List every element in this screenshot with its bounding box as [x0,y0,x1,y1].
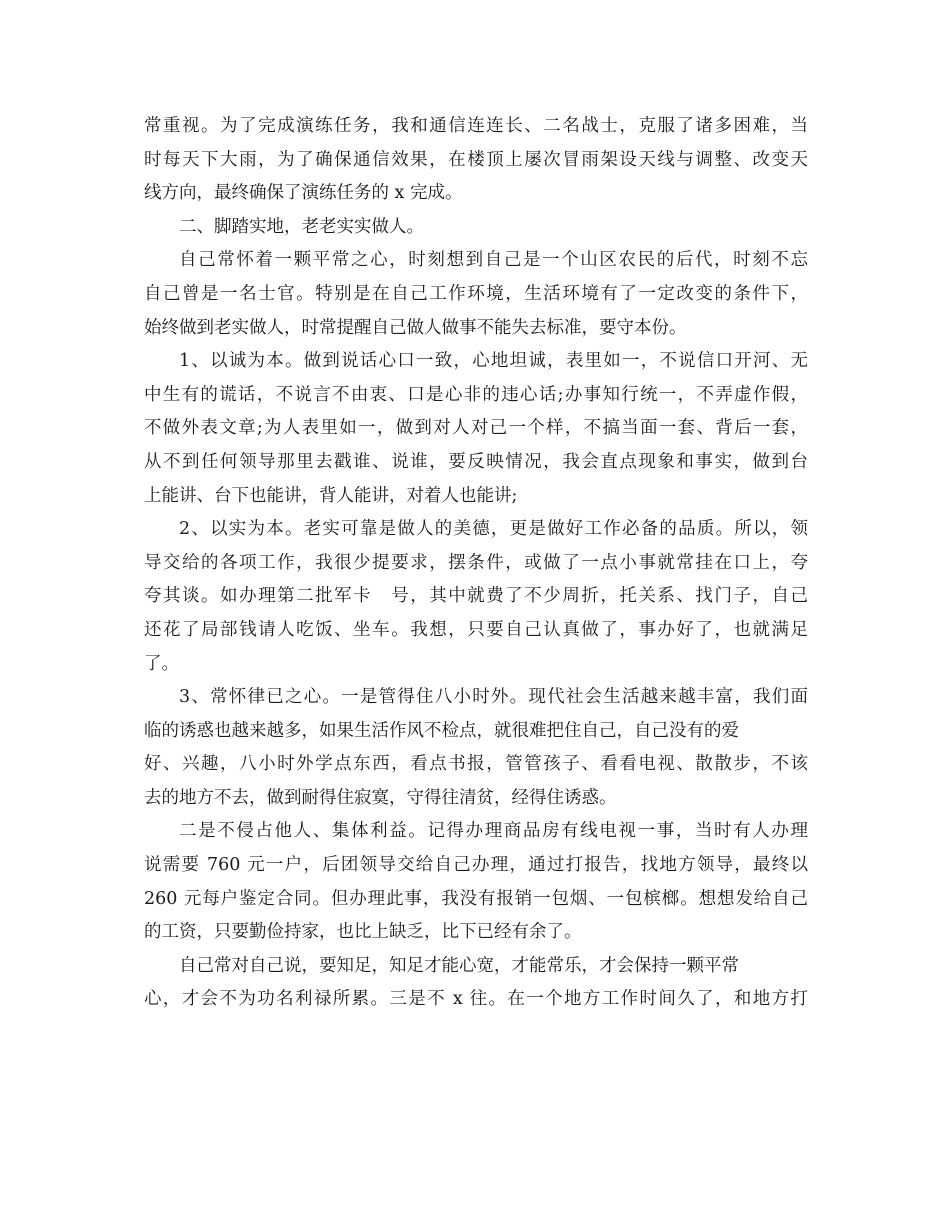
text-line: 心，才会不为功名利禄所累。三是不 x 往。在一个地方工作时间久了，和地方打 [144,989,808,1010]
text-line: 2、以实为本。老实可靠是做人的美德，更是做好工作必备的品质。所以，领 [179,519,808,540]
text-line: 260 元每户鉴定合同。但办理此事，我没有报销一包烟、一包槟榔。想想发给自己 [144,888,808,909]
text-line: 始终做到老实做人，时常提醒自己做人做事不能失去标准，要守本份。 [144,317,687,338]
text-line: 常重视。为了完成演练任务，我和通信连连长、二名战士，克服了诸多困难，当 [144,116,808,136]
text-line: 时每天下大雨，为了确保通信效果，在楼顶上屡次冒雨架设天线与调整、改变天 [144,149,808,170]
text-line: 3、常怀律已之心。一是管得住八小时外。现代社会生活越来越丰富，我们面 [179,687,808,708]
text-line: 说需要 760 元一户，后团领导交给自己办理，通过打报告，找地方领导，最终以 [144,855,808,876]
text-line: 了。 [144,653,179,674]
text-line: 从不到任何领导那里去戳谁、说谁，要反映情况，我会直点现象和事实，做到台 [144,451,808,472]
text-line: 自己常对自己说，要知足，知足才能心宽，才能常乐，才会保持一颗平常 [179,955,739,976]
document-body [144,110,808,1017]
text-line: 自己曾是一名士官。特别是在自己工作环境，生活环境有了一定改变的条件下， [144,283,808,304]
text-line: 1、以诚为本。做到说话心口一致，心地坦诚，表里如一，不说信口开河、无 [179,351,808,372]
text-line: 中生有的谎话，不说言不由衷、口是心非的违心话;办事知行统一，不弄虚作假， [144,384,808,405]
text-line: 好、兴趣，八小时外学点东西，看点书报，管管孩子、看看电视、散散步，不该 [144,754,808,775]
text-line: 夸其谈。如办理第二批军卡 号，其中就费了不少周折，托关系、找门子，自己 [144,586,808,607]
text-line: 的工资，只要勤俭持家，也比上缺乏，比下已经有余了。 [144,922,582,943]
text-line: 还花了局部钱请人吃饭、坐车。我想，只要自己认真做了，事办好了，也就满足 [144,619,808,640]
text-line: 上能讲、台下也能讲，背人能讲，对着人也能讲; [144,485,518,506]
text-line: 自己常怀着一颗平常之心，时刻想到自己是一个山区农民的后代，时刻不忘 [179,250,808,271]
text-line: 二是不侵占他人、集体利益。记得办理商品房有线电视一事，当时有人办理 [179,821,808,842]
text-line: 不做外表文章;为人表里如一，做到对人对己一个样，不搞当面一套、背后一套， [144,418,808,439]
text-line: 导交给的各项工作，我很少提要求，摆条件，或做了一点小事就常挂在口上，夸 [144,552,808,573]
section-heading: 二、脚踏实地，老老实实做人。 [179,216,424,237]
text-line: 线方向，最终确保了演练任务的 x 完成。 [144,183,463,204]
text-line: 去的地方不去，做到耐得住寂寞，守得往清贫，经得住诱惑。 [144,787,617,808]
text-line: 临的诱惑也越来越多，如果生活作风不检点，就很难把住自己，自己没有的爱 [144,720,739,741]
